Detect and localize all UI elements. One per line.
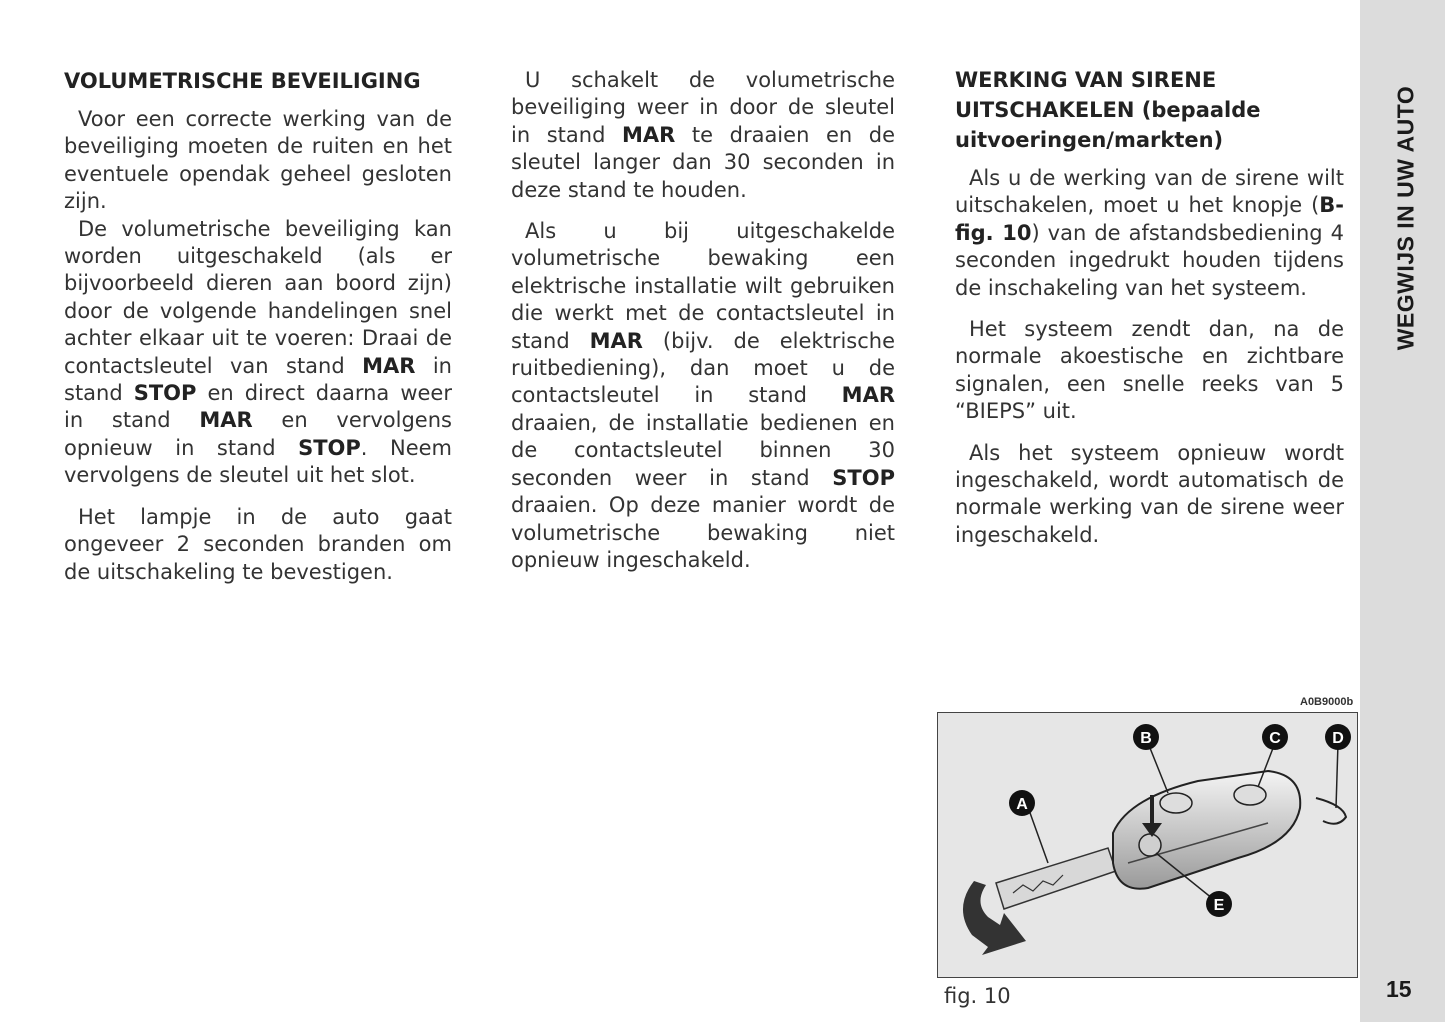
heading-sirene: WERKING VAN SIRENE UITSCHAKELEN (bepaalde uitvoeringen/markten)	[955, 68, 1261, 152]
svg-text:E: E	[1213, 897, 1225, 914]
svg-text:C: C	[1269, 730, 1281, 747]
page-number: 15	[1386, 976, 1412, 1002]
column-3	[955, 65, 1344, 563]
key-illustration	[938, 713, 1358, 978]
paragraph: U schakelt de volumetrische beveiliging weer in door de sleutel in stand MAR te draaien en de sleutel langer dan 30 seconden in deze stand te houden.	[511, 68, 895, 202]
paragraph: Als u de werking van de sirene wilt uitschakelen, moet u het knopje (B-fig. 10) van de afstandsbediening 4 seconden ingedrukt houden tijdens de inschakeling van het systeem.	[955, 166, 1344, 300]
column-1	[64, 66, 452, 600]
section-title: WEGWIJS IN UW AUTO	[1392, 85, 1419, 351]
svg-text:D: D	[1332, 730, 1344, 747]
label-a	[1009, 790, 1035, 816]
paragraph: Het systeem zendt dan, na de normale akoestische en zichtbare signalen, een snelle reeks van 5 “BIEPS” uit.	[955, 317, 1344, 424]
figure-caption: fig. 10	[944, 984, 1011, 1008]
paragraph: De volumetrische beveiliging kan worden uitgeschakeld (als er bijvoorbeeld dieren aan boord zijn) door de volgende handelingen snel achter elkaar uit te voeren: Draai de contactsleutel van stand MAR in stand STOP en direct daarna weer in stand MAR en vervolgens opnieuw in stand STOP. Neem vervolgens de sleutel uit het slot.	[64, 216, 452, 488]
paragraph: Het lampje in de auto gaat ongeveer 2 seconden branden om de uitschakeling te bevestigen.	[64, 504, 452, 584]
column-2	[511, 67, 895, 588]
label-e	[1206, 891, 1232, 917]
paragraph: Als u bij uitgeschakelde volumetrische bewaking een elektrische installatie wilt gebruiken die werkt met de contactsleutel in stand MAR (bijv. de elektrische ruitbediening), dan moet u de contactsleutel in stand MAR draaien, de installatie bedienen en de contactsleutel binnen 30 seconden weer in stand STOP draaien. Op deze manier wordt de volumetrische bewaking niet opnieuw ingeschakeld.	[511, 219, 895, 572]
paragraph: Als het systeem opnieuw wordt ingeschakeld, wordt automatisch de normale werking van de sirene weer ingeschakeld.	[955, 440, 1344, 547]
svg-text:B: B	[1140, 730, 1152, 747]
key-figure	[937, 712, 1358, 978]
label-c	[1262, 724, 1288, 750]
figure-code: A0B9000b	[1300, 696, 1354, 708]
paragraph: Voor een correcte werking van de beveiliging moeten de ruiten en het eventuele opendak geheel gesloten zijn.	[64, 107, 452, 214]
label-d	[1325, 724, 1351, 750]
svg-text:A: A	[1016, 796, 1028, 813]
heading-volumetrische: VOLUMETRISCHE BEVEILIGING	[64, 69, 421, 93]
label-b	[1133, 724, 1159, 750]
